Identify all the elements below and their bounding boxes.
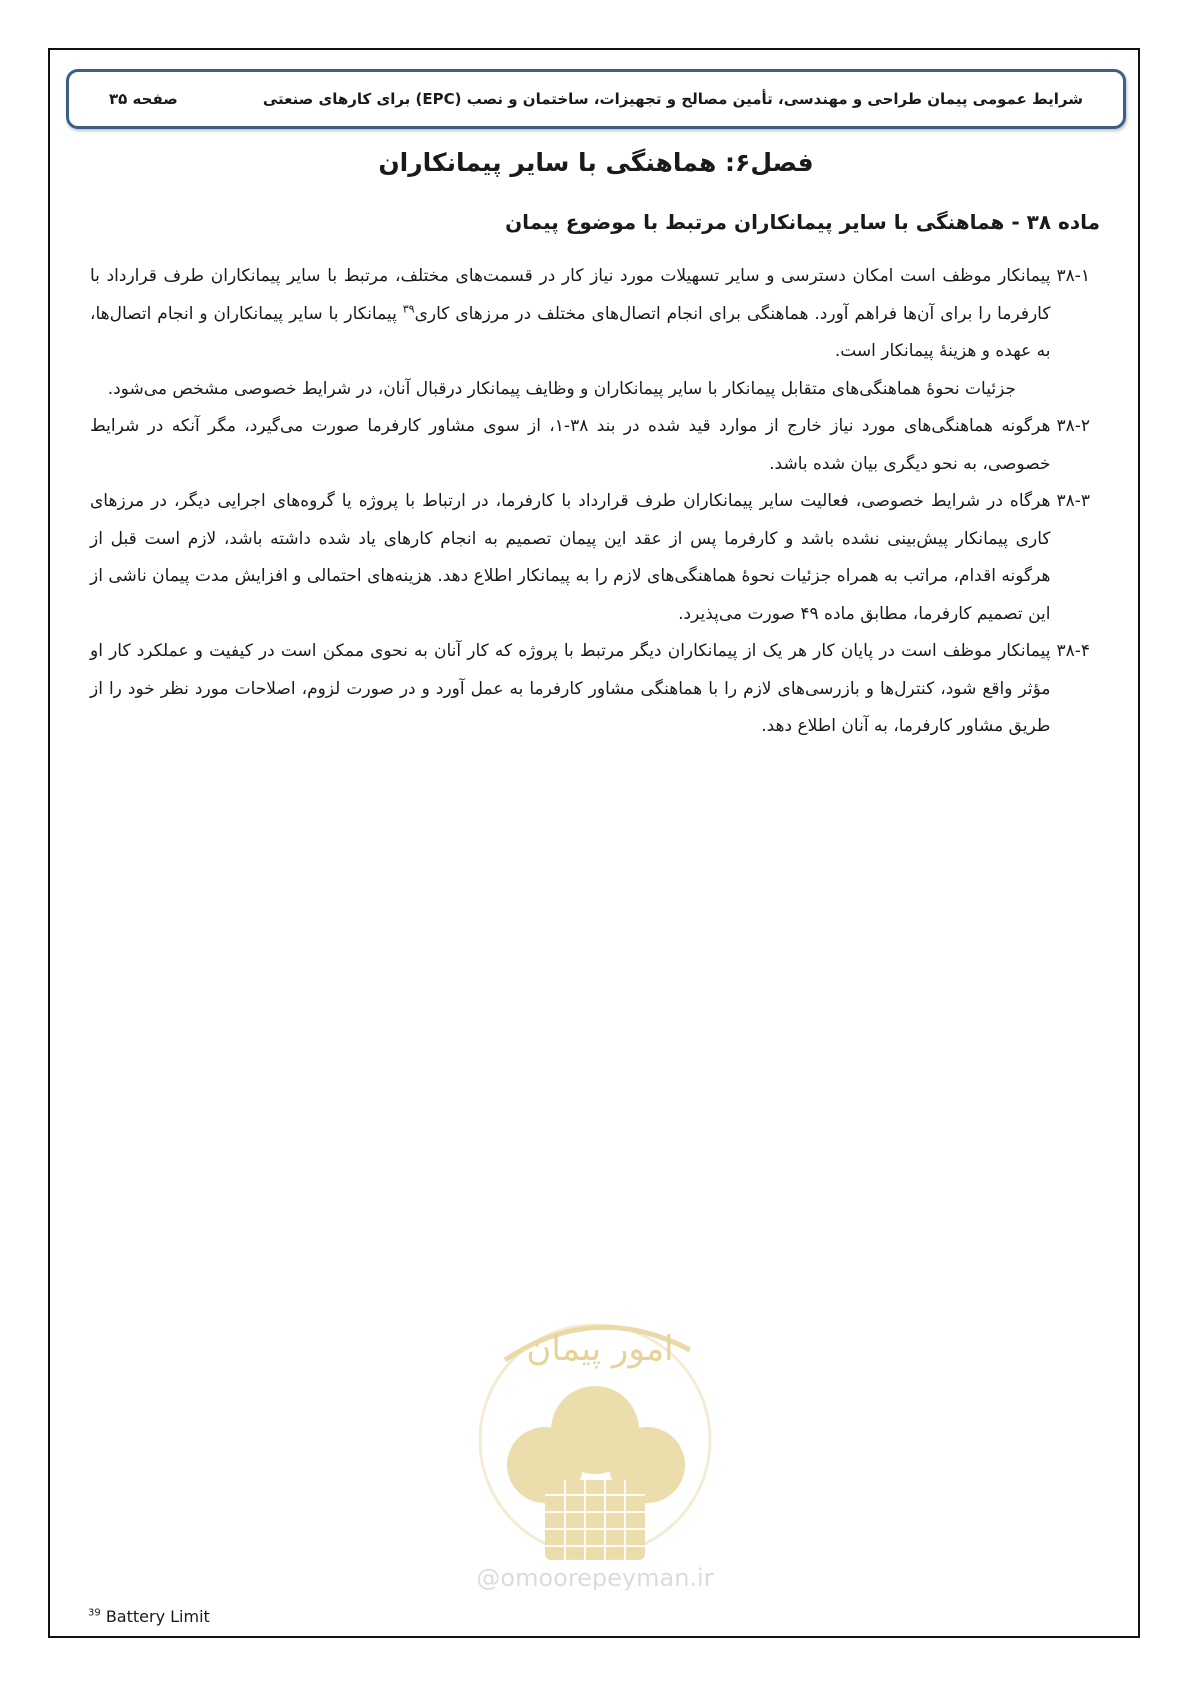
footnote-reference: ۳۹ bbox=[402, 301, 415, 315]
clause-38-2 bbox=[90, 408, 1090, 483]
clause-text: هرگونه هماهنگی‌های مورد نیاز خارج از موارد قید شده در بند ۳۸-۱، از سوی مشاور کارفرما صورت می‌گیرد، مگر آنکه در شرایط خصوصی، به نحو دیگری بیان شده باشد. bbox=[90, 416, 1051, 474]
document-title: شرایط عمومی پیمان طراحی و مهندسی، تأمین مصالح و تجهیزات، ساختمان و نصب (EPC) برای کارهای صنعتی bbox=[262, 90, 1083, 108]
watermark-logo-text: امور پیمان bbox=[526, 1329, 674, 1369]
article-body bbox=[90, 258, 1090, 746]
clause-38-3 bbox=[90, 483, 1090, 633]
clause-number: ۳۸-۴ bbox=[1056, 641, 1090, 661]
clause-38-4 bbox=[90, 633, 1090, 746]
clause-38-1 bbox=[90, 258, 1090, 371]
clause-number: ۳۸-۱ bbox=[1056, 266, 1090, 286]
chapter-title: فصل۶: هماهنگی با سایر پیمانکاران bbox=[378, 148, 814, 177]
clause-text: هرگاه در شرایط خصوصی، فعالیت سایر پیمانکاران طرف قرارداد با کارفرما، در ارتباط با پروژه یا گروه‌های اجرایی دیگر، در مرزهای کاری پیمانکار پیش‌بینی نشده باشد و کارفرما پس از عقد این پیمان تصمیم به انجام کارهای یاد شده داشته باشد، لازم است قبل از هرگونه اقدام، مراتب به همراه جزئیات نحوهٔ هماهنگی‌های لازم را به پیمانکار اطلاع دهد. هزینه‌های احتمالی و افزایش مدت پیمان ناشی از این تصمیم کارفرما، مطابق ماده ۴۹ صورت می‌پذیرد. bbox=[90, 491, 1051, 624]
page-header bbox=[66, 69, 1126, 129]
clause-number: ۳۸-۳ bbox=[1056, 491, 1090, 511]
clause-text: پیمانکار موظف است در پایان کار هر یک از پیمانکاران دیگر مرتبط با پروژه که کار آنان به نحوی ممکن است در کیفیت و عملکرد کار او مؤثر واقع شود، کنترل‌ها و بازرسی‌های لازم را با هماهنگی مشاور کارفرما به عمل آورد و در صورت لزوم، اصلاحات مورد نظر خود را از طریق مشاور کارفرما، به آنان اطلاع دهد. bbox=[90, 641, 1051, 736]
footnote bbox=[88, 1607, 210, 1626]
watermark-site: @omoorepeyman.ir bbox=[476, 1564, 714, 1590]
footnote-number: 39 bbox=[88, 1607, 101, 1619]
clause-number: ۳۸-۲ bbox=[1056, 416, 1090, 436]
clause-text-part: پیمانکار با سایر پیمانکاران و انجام اتصال‌ها، به عهده و هزینهٔ پیمانکار است. bbox=[90, 303, 1051, 361]
watermark-logo bbox=[465, 1290, 725, 1590]
clause-paragraph: جزئیات نحوهٔ هماهنگی‌های متقابل پیمانکار با سایر پیمانکاران و وظایف پیمانکار درقبال آنان، در شرایط خصوصی مشخص می‌شود. bbox=[107, 378, 1016, 399]
clause-text bbox=[90, 258, 1050, 371]
page-number: صفحه ۳۵ bbox=[109, 90, 178, 108]
footnote-text: Battery Limit bbox=[100, 1607, 210, 1626]
clause-text-part: پیمانکار موظف است امکان دسترسی و سایر تسهیلات مورد نیاز کار در قسمت‌های مختلف، مرتبط با سایر پیمانکاران طرف قرارداد با کارفرما را برای آن‌ها فراهم آورد. هماهنگی برای انجام اتصال‌های مختلف در مرزهای کاری bbox=[90, 266, 1051, 324]
article-title: ماده ۳۸ - هماهنگی با سایر پیمانکاران مرتبط با موضوع پیمان bbox=[505, 210, 1100, 234]
